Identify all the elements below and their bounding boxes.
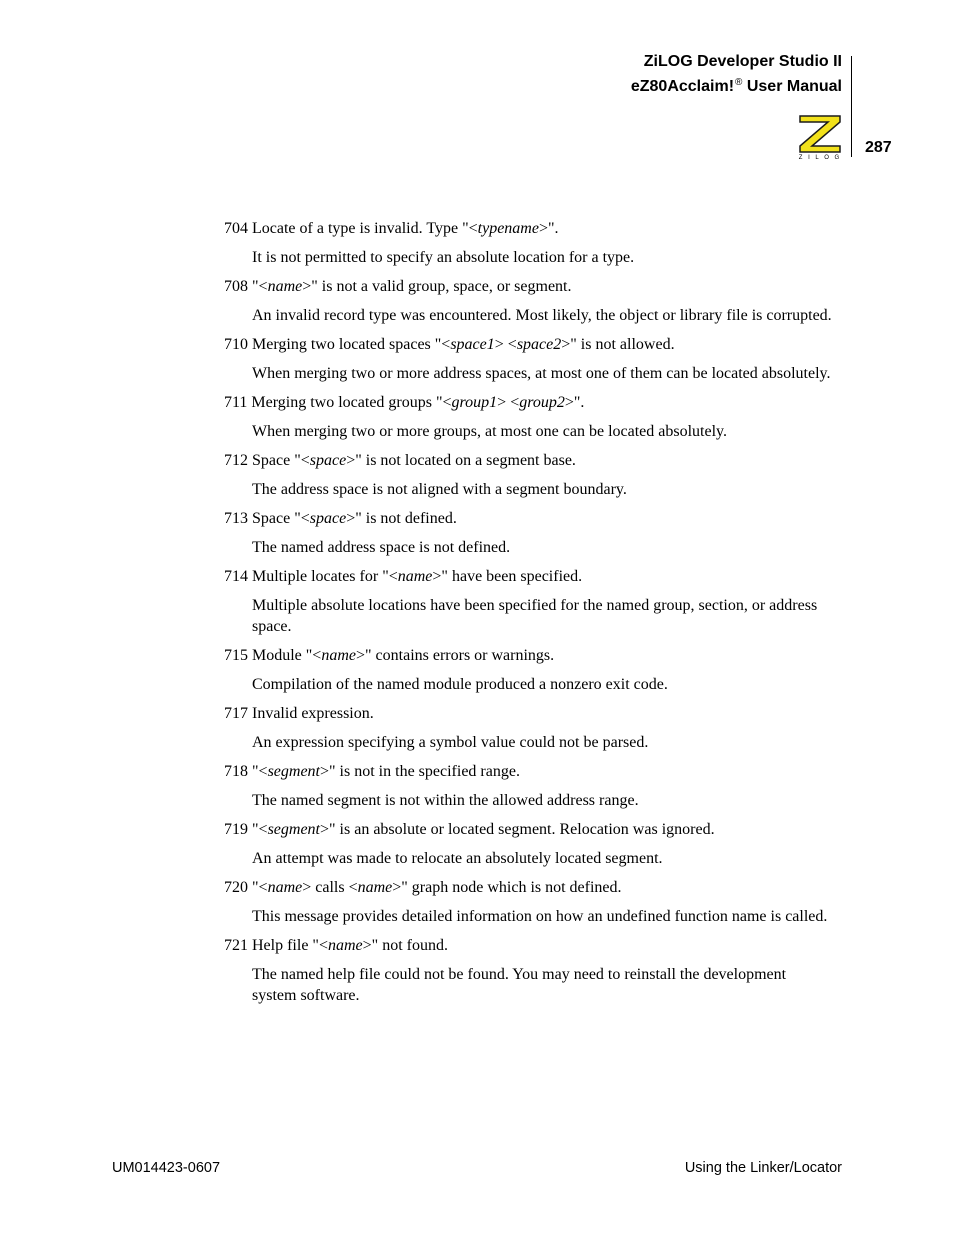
placeholder-text: space bbox=[309, 510, 347, 527]
placeholder-text: space2 bbox=[516, 336, 562, 353]
message-entry bbox=[224, 877, 834, 927]
message-entry bbox=[224, 218, 834, 268]
heading-text: 712 Space "< bbox=[224, 452, 310, 469]
heading-text: >" is not defined. bbox=[346, 510, 457, 527]
placeholder-text: typename bbox=[477, 220, 539, 237]
heading-text: >". bbox=[538, 220, 559, 237]
message-heading bbox=[224, 450, 834, 471]
message-description: This message provides detailed information on how an undefined function name is called. bbox=[252, 908, 828, 925]
message-heading bbox=[224, 334, 834, 355]
message-entry bbox=[224, 935, 834, 1006]
product-name: eZ80Acclaim! bbox=[630, 78, 735, 95]
message-entry bbox=[224, 276, 834, 326]
message-heading bbox=[224, 276, 834, 297]
message-description: The named address space is not defined. bbox=[252, 539, 511, 556]
heading-text: 710 Merging two located spaces "< bbox=[224, 336, 451, 353]
message-heading bbox=[224, 703, 834, 724]
message-entry bbox=[224, 819, 834, 869]
placeholder-text: name bbox=[397, 568, 433, 585]
message-description: Multiple absolute locations have been specified for the named group, section, or address space. bbox=[252, 597, 818, 635]
placeholder-text: space bbox=[309, 452, 347, 469]
header-divider bbox=[851, 56, 852, 157]
message-description: The named help file could not be found. You may need to reinstall the development system software. bbox=[252, 966, 787, 1004]
heading-text: >" is an absolute or located segment. Relocation was ignored. bbox=[320, 821, 715, 838]
message-description: An invalid record type was encountered. Most likely, the object or library file is corrupted. bbox=[252, 307, 832, 324]
message-entry bbox=[224, 566, 834, 637]
footer-doc-id: UM014423-0607 bbox=[112, 1160, 221, 1176]
heading-text: >". bbox=[564, 394, 585, 411]
message-description: The named segment is not within the allowed address range. bbox=[252, 792, 639, 809]
heading-text: 720 "< bbox=[224, 879, 268, 896]
heading-text: 704 Locate of a type is invalid. Type "< bbox=[224, 220, 478, 237]
placeholder-text: name bbox=[357, 879, 393, 896]
header-title bbox=[631, 51, 842, 97]
message-heading bbox=[224, 392, 834, 413]
heading-text: 718 "< bbox=[224, 763, 268, 780]
placeholder-text: segment bbox=[267, 821, 320, 838]
message-heading bbox=[224, 935, 834, 956]
message-heading bbox=[224, 761, 834, 782]
message-heading bbox=[224, 819, 834, 840]
heading-text: >" not found. bbox=[362, 937, 448, 954]
message-entry bbox=[224, 334, 834, 384]
placeholder-text: space1 bbox=[450, 336, 495, 353]
message-entry bbox=[224, 450, 834, 500]
manual-product-name: ZiLOG Developer Studio II bbox=[643, 53, 842, 70]
zilog-logo-icon bbox=[796, 112, 844, 160]
message-heading bbox=[224, 218, 834, 239]
heading-text: 714 Multiple locates for "< bbox=[224, 568, 398, 585]
heading-text: >" is not allowed. bbox=[561, 336, 675, 353]
heading-text: 721 Help file "< bbox=[224, 937, 328, 954]
footer-section: Using the Linker/Locator bbox=[684, 1160, 842, 1176]
heading-text: >" graph node which is not defined. bbox=[392, 879, 622, 896]
message-heading bbox=[224, 566, 834, 587]
message-heading bbox=[224, 508, 834, 529]
message-description: An expression specifying a symbol value could not be parsed. bbox=[252, 734, 649, 751]
message-heading bbox=[224, 645, 834, 666]
message-description: Compilation of the named module produced a nonzero exit code. bbox=[252, 676, 668, 693]
placeholder-text: name bbox=[267, 278, 303, 295]
placeholder-text: name bbox=[327, 937, 363, 954]
heading-text: >" is not located on a segment base. bbox=[346, 452, 576, 469]
heading-text: > < bbox=[494, 336, 517, 353]
manual-type: User Manual bbox=[742, 78, 842, 95]
message-description: An attempt was made to relocate an absolutely located segment. bbox=[252, 850, 663, 867]
heading-text: > < bbox=[497, 394, 520, 411]
heading-text: 711 Merging two located groups "< bbox=[224, 394, 452, 411]
placeholder-text: group1 bbox=[451, 394, 498, 411]
placeholder-text: segment bbox=[267, 763, 320, 780]
message-entry bbox=[224, 761, 834, 811]
heading-text: 717 Invalid expression. bbox=[224, 705, 374, 722]
message-description: When merging two or more groups, at most one can be located absolutely. bbox=[252, 423, 727, 440]
message-entry bbox=[224, 392, 834, 442]
message-description: It is not permitted to specify an absolute location for a type. bbox=[252, 249, 635, 266]
heading-text: 708 "< bbox=[224, 278, 268, 295]
message-description: When merging two or more address spaces, at most one of them can be located absolutely. bbox=[252, 365, 831, 382]
message-entry bbox=[224, 508, 834, 558]
svg-text:Z I L O G: Z I L O G bbox=[798, 155, 842, 160]
heading-text: 713 Space "< bbox=[224, 510, 310, 527]
placeholder-text: name bbox=[321, 647, 356, 664]
heading-text: >" is not a valid group, space, or segment. bbox=[302, 278, 572, 295]
placeholder-text: name bbox=[267, 879, 303, 896]
heading-text: >" contains errors or warnings. bbox=[355, 647, 555, 664]
page-number: 287 bbox=[865, 139, 892, 156]
heading-text: 719 "< bbox=[224, 821, 268, 838]
heading-text: > calls < bbox=[302, 879, 358, 896]
heading-text: >" have been specified. bbox=[432, 568, 583, 585]
placeholder-text: group2 bbox=[519, 394, 565, 411]
heading-text: 715 Module "< bbox=[224, 647, 322, 664]
message-list bbox=[224, 218, 834, 1014]
message-description: The address space is not aligned with a segment boundary. bbox=[252, 481, 627, 498]
heading-text: >" is not in the specified range. bbox=[320, 763, 520, 780]
message-entry bbox=[224, 645, 834, 695]
message-entry bbox=[224, 703, 834, 753]
registered-mark: ® bbox=[735, 77, 743, 88]
message-heading bbox=[224, 877, 834, 898]
manual-subtitle bbox=[631, 72, 842, 97]
